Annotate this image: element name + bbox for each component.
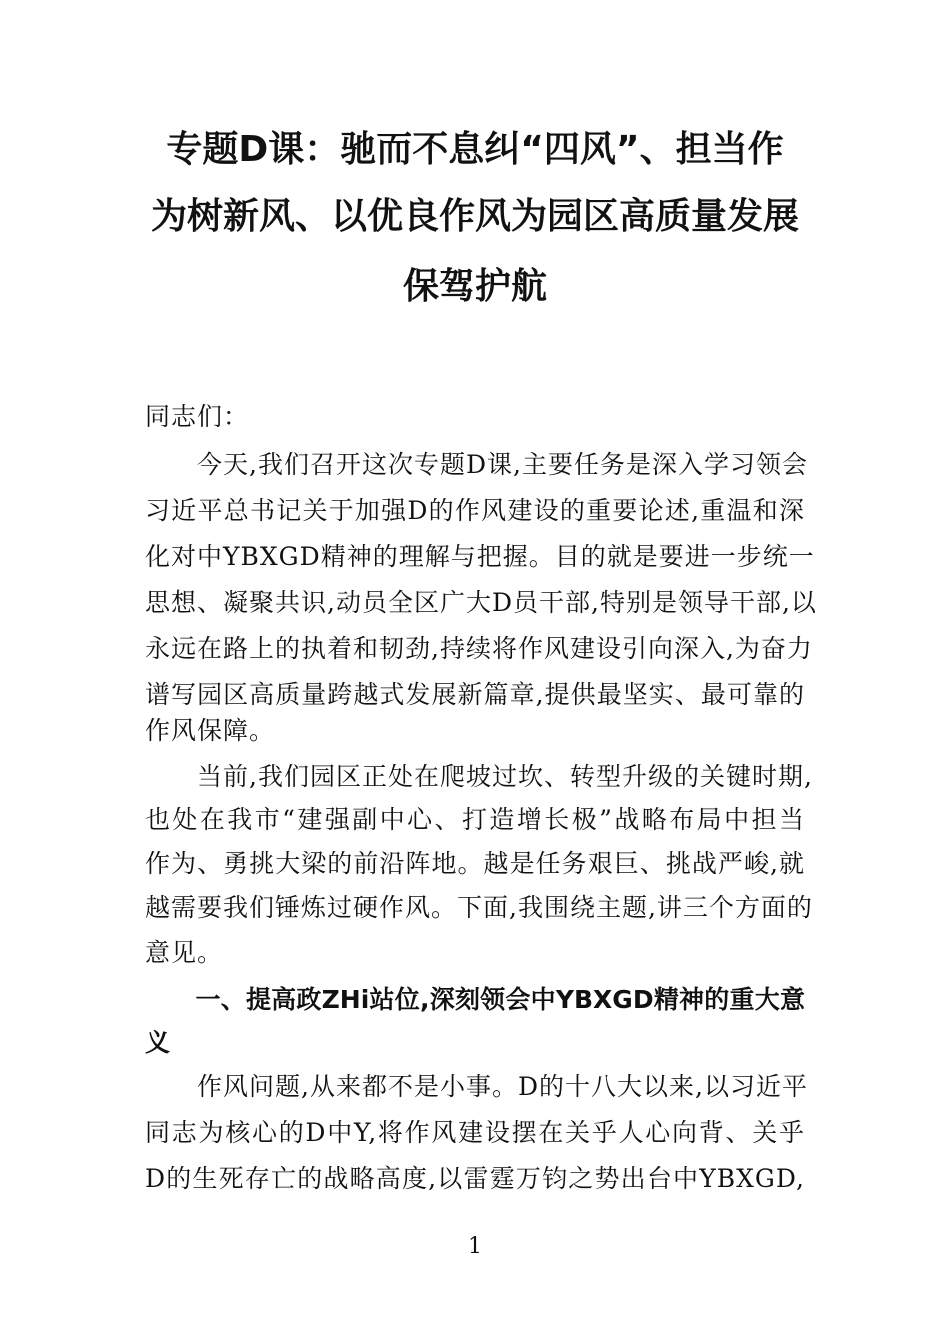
paragraph-2-line: 意见。 — [145, 938, 224, 967]
paragraph-2-line: 作为、勇挑大梁的前沿阵地。越是任务艰巨、挑战严峻,就 — [145, 849, 805, 878]
paragraph-2-line: 越需要我们锤炼过硬作风。下面,我围绕主题,讲三个方面的 — [145, 893, 813, 922]
section-heading-line: 义 — [145, 1028, 171, 1057]
paragraph-1-line: 作风保障。 — [145, 716, 276, 745]
section-paragraph-line: D的生死存亡的战略高度,以雷霆万钧之势出台中YBXGD, — [145, 1164, 805, 1193]
document-title-line-3: 保驾护航 — [402, 266, 547, 307]
section-heading-line: 一、提高政ZHi站位,深刻领会中YBXGD精神的重大意 — [145, 985, 805, 1014]
page-number: 1 — [468, 1234, 482, 1259]
document-title-line-2: 为树新风、以优良作风为园区高质量发展 — [150, 196, 799, 237]
paragraph-1-line: 习近平总书记关于加强D的作风建设的重要论述,重温和深 — [145, 496, 805, 525]
paragraph-1-line: 化对中YBXGD精神的理解与把握。目的就是要进一步统一 — [145, 542, 815, 571]
paragraph-2-line: 也处在我市“建强副中心、打造增长极”战略布局中担当 — [145, 805, 805, 834]
paragraph-1-line: 永远在路上的执着和韧劲,持续将作风建设引向深入,为奋力 — [145, 634, 813, 663]
paragraph-2-line: 当前,我们园区正处在爬坡过坎、转型升级的关键时期, — [145, 762, 813, 791]
section-paragraph-line: 同志为核心的D中Y,将作风建设摆在关乎人心向背、关乎 — [145, 1118, 805, 1147]
section-paragraph-line: 作风问题,从来都不是小事。D的十八大以来,以习近平 — [145, 1072, 808, 1101]
paragraph-1-line: 谱写园区高质量跨越式发展新篇章,提供最坚实、最可靠的 — [145, 680, 805, 709]
document-title-line-1: 专题D课：驰而不息纠“四风”、担当作 — [166, 129, 784, 170]
paragraph-1-line: 思想、凝聚共识,动员全区广大D员干部,特别是领导干部,以 — [145, 588, 817, 617]
paragraph-1-line: 今天,我们召开这次专题D课,主要任务是深入学习领会 — [145, 450, 808, 479]
salutation: 同志们： — [145, 402, 250, 431]
